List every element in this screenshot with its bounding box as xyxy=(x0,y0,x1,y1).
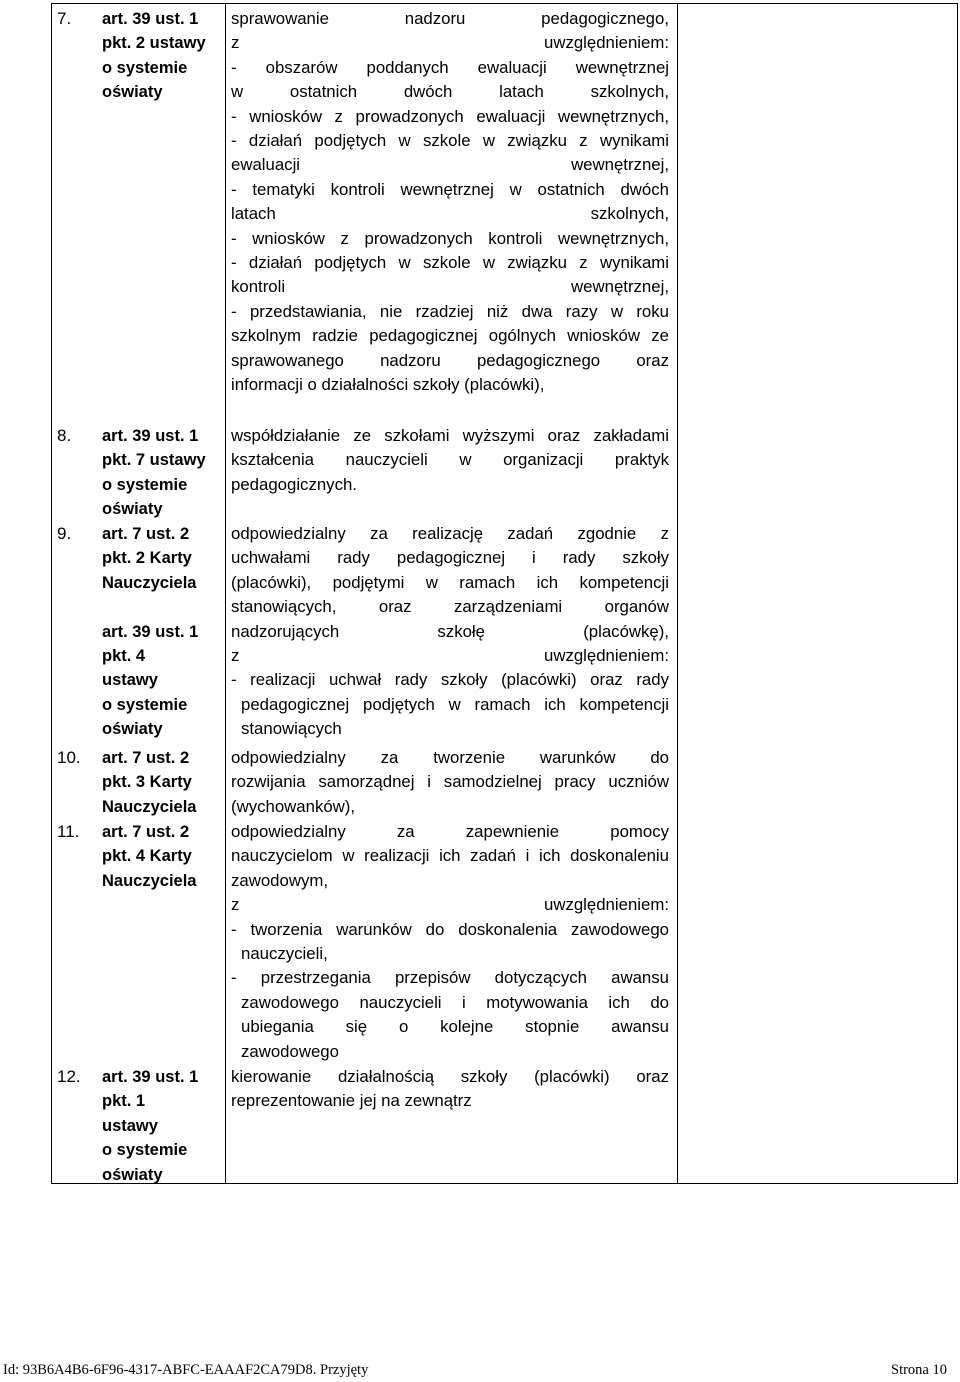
description-line: uchwałami rady pedagogicznej i rady szkoły xyxy=(231,548,669,568)
description-line: szkolnym radzie pedagogicznej ogólnych wniosków ze xyxy=(231,326,669,346)
description-line: stanowiących xyxy=(241,719,342,739)
description-line: odpowiedzialny za tworzenie warunków do xyxy=(231,748,669,767)
description-line: rozwijania samorządnej i samodzielnej pracy uczniów xyxy=(231,772,669,792)
legal-basis-line: Nauczyciela xyxy=(102,871,197,890)
legal-basis-line: o systemie xyxy=(102,1141,188,1160)
duties-table xyxy=(51,3,958,1184)
description-line: odpowiedzialny za zapewnienie pomocy xyxy=(231,822,669,841)
description-line: - tematyki kontroli wewnętrznej w ostatnich dwóch xyxy=(231,179,669,199)
description-line: pedagogicznej podjętych w ramach ich kompetencji xyxy=(241,694,669,714)
description-line: (placówki), podjętymi w ramach ich kompetencji xyxy=(231,572,669,592)
legal-basis-line: ustawy xyxy=(102,1116,158,1135)
description-line: ewaluacji wewnętrznej, xyxy=(231,155,669,175)
description-line: zawodowego xyxy=(241,1041,339,1061)
legal-basis-line: art. 39 ust. 1 xyxy=(102,1068,199,1086)
legal-basis-line: oświaty xyxy=(102,83,163,102)
legal-basis xyxy=(102,7,220,105)
legal-basis-line: o systemie xyxy=(102,695,188,714)
legal-basis-line: pkt. 3 Karty xyxy=(102,773,192,792)
row-number: 11. xyxy=(57,822,80,841)
description-line: stanowiących, oraz zarządzeniami organów xyxy=(231,597,669,617)
description-line: sprawowanie nadzoru pedagogicznego, xyxy=(231,9,669,28)
duty-description xyxy=(231,746,669,819)
legal-basis-line: ustawy xyxy=(102,671,158,690)
row-number: 9. xyxy=(57,524,72,543)
description-line: odpowiedzialny za realizację zadań zgodnie z xyxy=(231,524,669,543)
description-line: z uwzględnieniem: xyxy=(231,646,669,666)
description-line: (wychowanków), xyxy=(231,796,356,816)
description-line: ubiegania się o kolejne stopnie awansu xyxy=(241,1017,669,1037)
legal-basis-line: pkt. 4 xyxy=(102,647,146,666)
description-line: nauczycielom w realizacji ich zadań i ich doskonaleniu xyxy=(231,846,669,866)
page-footer xyxy=(0,1362,947,1380)
description-line: zawodowym, xyxy=(231,870,328,890)
legal-basis-line: pkt. 7 ustawy xyxy=(102,451,206,470)
legal-basis-line: art. 39 ust. 1 xyxy=(102,622,199,641)
page-number: Strona 10 xyxy=(891,1362,947,1378)
duty-description xyxy=(231,820,669,1064)
table-border-col2 xyxy=(677,3,678,1184)
legal-basis-line: art. 7 ust. 2 xyxy=(102,749,190,767)
legal-basis xyxy=(102,522,220,742)
table-border-col1 xyxy=(225,3,226,1184)
duty-description xyxy=(231,1065,669,1114)
duty-description xyxy=(231,424,669,497)
description-line: - przedstawiania, nie rzadziej niż dwa razy w roku xyxy=(231,301,669,321)
row-number: 10. xyxy=(57,748,81,767)
legal-basis-line: o systemie xyxy=(102,475,188,494)
description-line: - działań podjętych w szkole w związku z wynikami xyxy=(231,253,669,273)
legal-basis xyxy=(102,820,220,893)
description-line: kierowanie działalnością szkoły (placówki) oraz xyxy=(231,1067,669,1086)
row-number: 8. xyxy=(57,426,72,445)
description-line: latach szkolnych, xyxy=(231,204,669,224)
description-line: - wniosków z prowadzonych kontroli wewnętrznych, xyxy=(231,228,669,248)
description-line: nauczycieli, xyxy=(241,944,328,964)
duty-description xyxy=(231,7,669,398)
description-line: reprezentowanie jej na zewnątrz xyxy=(231,1091,472,1111)
duty-description xyxy=(231,522,669,742)
description-line: nadzorujących szkołę (placówkę), xyxy=(231,621,669,641)
legal-basis-line: oświaty xyxy=(102,720,163,739)
description-line: informacji o działalności szkoły (placówki), xyxy=(231,375,545,395)
legal-basis-line: pkt. 1 xyxy=(102,1092,146,1111)
legal-basis xyxy=(102,746,220,819)
description-line: w ostatnich dwóch latach szkolnych, xyxy=(231,82,669,102)
legal-basis-line: o systemie xyxy=(102,58,188,77)
description-line: współdziałanie ze szkołami wyższymi oraz zakładami xyxy=(231,426,669,445)
legal-basis-line: pkt. 2 ustawy xyxy=(102,34,206,53)
legal-basis xyxy=(102,1065,220,1187)
description-line: zawodowego nauczycieli i motywowania ich do xyxy=(241,992,669,1012)
description-line: - realizacji uchwał rady szkoły (placówki) oraz rady xyxy=(231,670,669,690)
legal-basis-line: art. 39 ust. 1 xyxy=(102,10,199,28)
description-line: kontroli wewnętrznej, xyxy=(231,277,669,297)
legal-basis-line: Nauczyciela xyxy=(102,797,197,816)
legal-basis xyxy=(102,424,220,522)
description-line: z uwzględnieniem: xyxy=(231,895,669,915)
legal-basis-line: art. 7 ust. 2 xyxy=(102,823,190,841)
description-line: - działań podjętych w szkole w związku z wynikami xyxy=(231,131,669,151)
description-line: z uwzględnieniem: xyxy=(231,33,669,53)
legal-basis-line xyxy=(102,595,220,619)
description-line: - przestrzegania przepisów dotyczących awansu xyxy=(231,968,669,988)
row-number: 7. xyxy=(57,9,72,28)
table-border-top xyxy=(51,3,958,4)
table-border-right xyxy=(957,3,958,1184)
description-line: - wniosków z prowadzonych ewaluacji wewnętrznych, xyxy=(231,106,669,126)
legal-basis-line: art. 7 ust. 2 xyxy=(102,525,190,543)
description-line: pedagogicznych. xyxy=(231,474,357,494)
document-id: Id: 93B6A4B6-6F96-4317-ABFC-EAAAF2CA79D8. Przyjęty xyxy=(3,1362,369,1378)
description-line: kształcenia nauczycieli w organizacji praktyk xyxy=(231,450,669,470)
legal-basis-line: oświaty xyxy=(102,1165,163,1184)
description-line: sprawowanego nadzoru pedagogicznego oraz xyxy=(231,350,669,370)
description-line: - tworzenia warunków do doskonalenia zawodowego xyxy=(231,919,669,939)
legal-basis-line: art. 39 ust. 1 xyxy=(102,427,199,445)
table-border-left xyxy=(51,3,52,1184)
description-line: - obszarów poddanych ewaluacji wewnętrznej xyxy=(231,57,669,77)
legal-basis-line: oświaty xyxy=(102,500,163,519)
row-number: 12. xyxy=(57,1067,81,1086)
legal-basis-line: Nauczyciela xyxy=(102,573,197,592)
legal-basis-line: pkt. 4 Karty xyxy=(102,847,192,866)
legal-basis-line: pkt. 2 Karty xyxy=(102,549,192,568)
